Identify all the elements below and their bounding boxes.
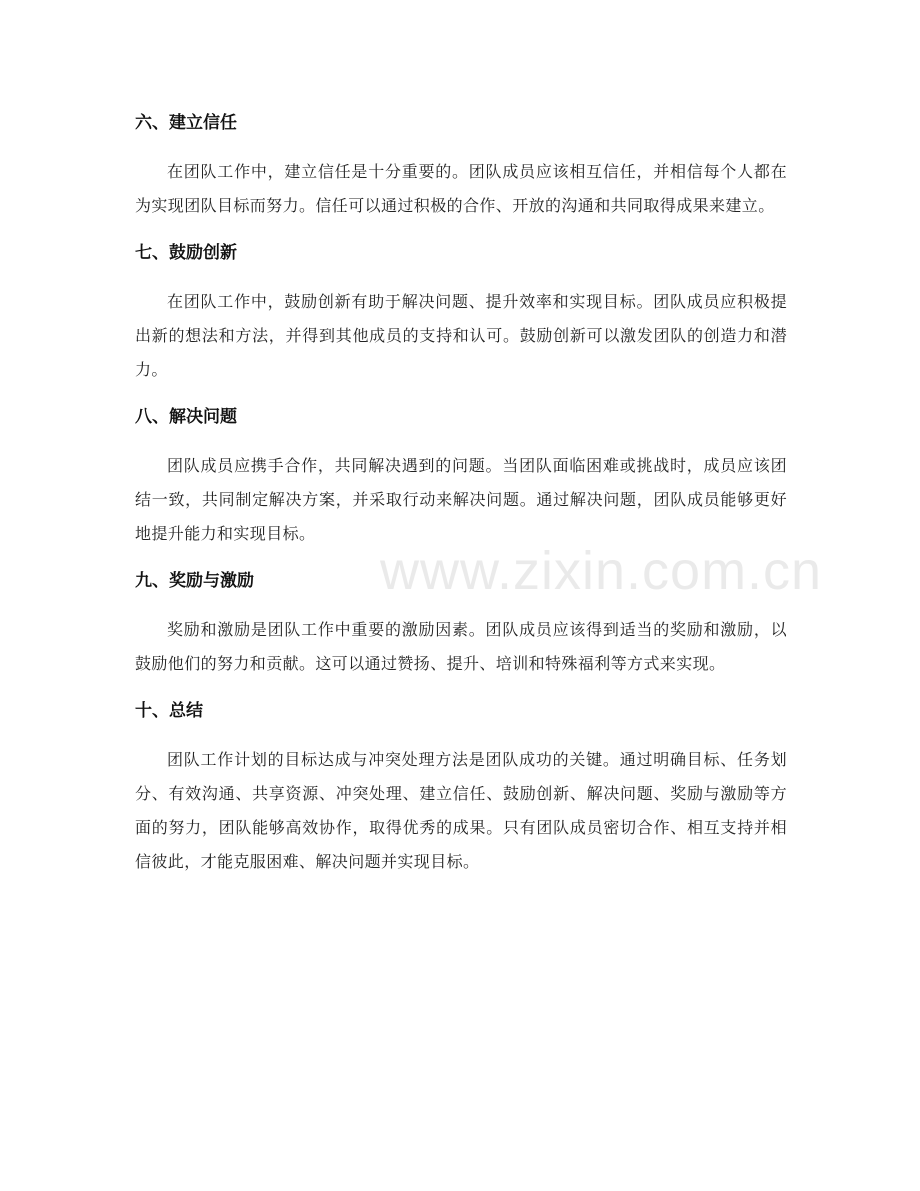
section-heading: 六、建立信任 <box>135 113 237 133</box>
document-content <box>135 105 787 891</box>
section-heading: 十、总结 <box>135 701 203 721</box>
section-summary <box>135 693 787 879</box>
section-paragraph: 在团队工作中，鼓励创新有助于解决问题、提升效率和实现目标。团队成员应积极提出新的想法和方法，并得到其他成员的支持和认可。鼓励创新可以激发团队的创造力和潜力。 <box>135 292 787 379</box>
section-paragraph: 团队成员应携手合作，共同解决遇到的问题。当团队面临困难或挑战时，成员应该团结一致，共同制定解决方案，并采取行动来解决问题。通过解决问题，团队成员能够更好地提升能力和实现目标。 <box>135 456 787 543</box>
section-encourage-innovation <box>135 235 787 387</box>
section-heading: 九、奖励与激励 <box>135 571 254 591</box>
section-heading: 八、解决问题 <box>135 407 237 427</box>
section-paragraph: 团队工作计划的目标达成与冲突处理方法是团队成功的关键。通过明确目标、任务划分、有效沟通、共享资源、冲突处理、建立信任、鼓励创新、解决问题、奖励与激励等方面的努力，团队能够高效协作，取得优秀的成果。只有团队成员密切合作、相互支持并相信彼此，才能克服困难、解决问题并实现目标。 <box>135 750 787 871</box>
section-paragraph: 在团队工作中，建立信任是十分重要的。团队成员应该相互信任，并相信每个人都在为实现团队目标而努力。信任可以通过积极的合作、开放的沟通和共同取得成果来建立。 <box>135 162 787 215</box>
section-build-trust <box>135 105 787 223</box>
section-solve-problems <box>135 399 787 551</box>
section-paragraph: 奖励和激励是团队工作中重要的激励因素。团队成员应该得到适当的奖励和激励，以鼓励他们的努力和贡献。这可以通过赞扬、提升、培训和特殊福利等方式来实现。 <box>135 620 787 673</box>
section-rewards-incentives <box>135 563 787 681</box>
watermark: www.zixin.com.cn <box>380 541 823 601</box>
section-heading: 七、鼓励创新 <box>135 243 237 263</box>
